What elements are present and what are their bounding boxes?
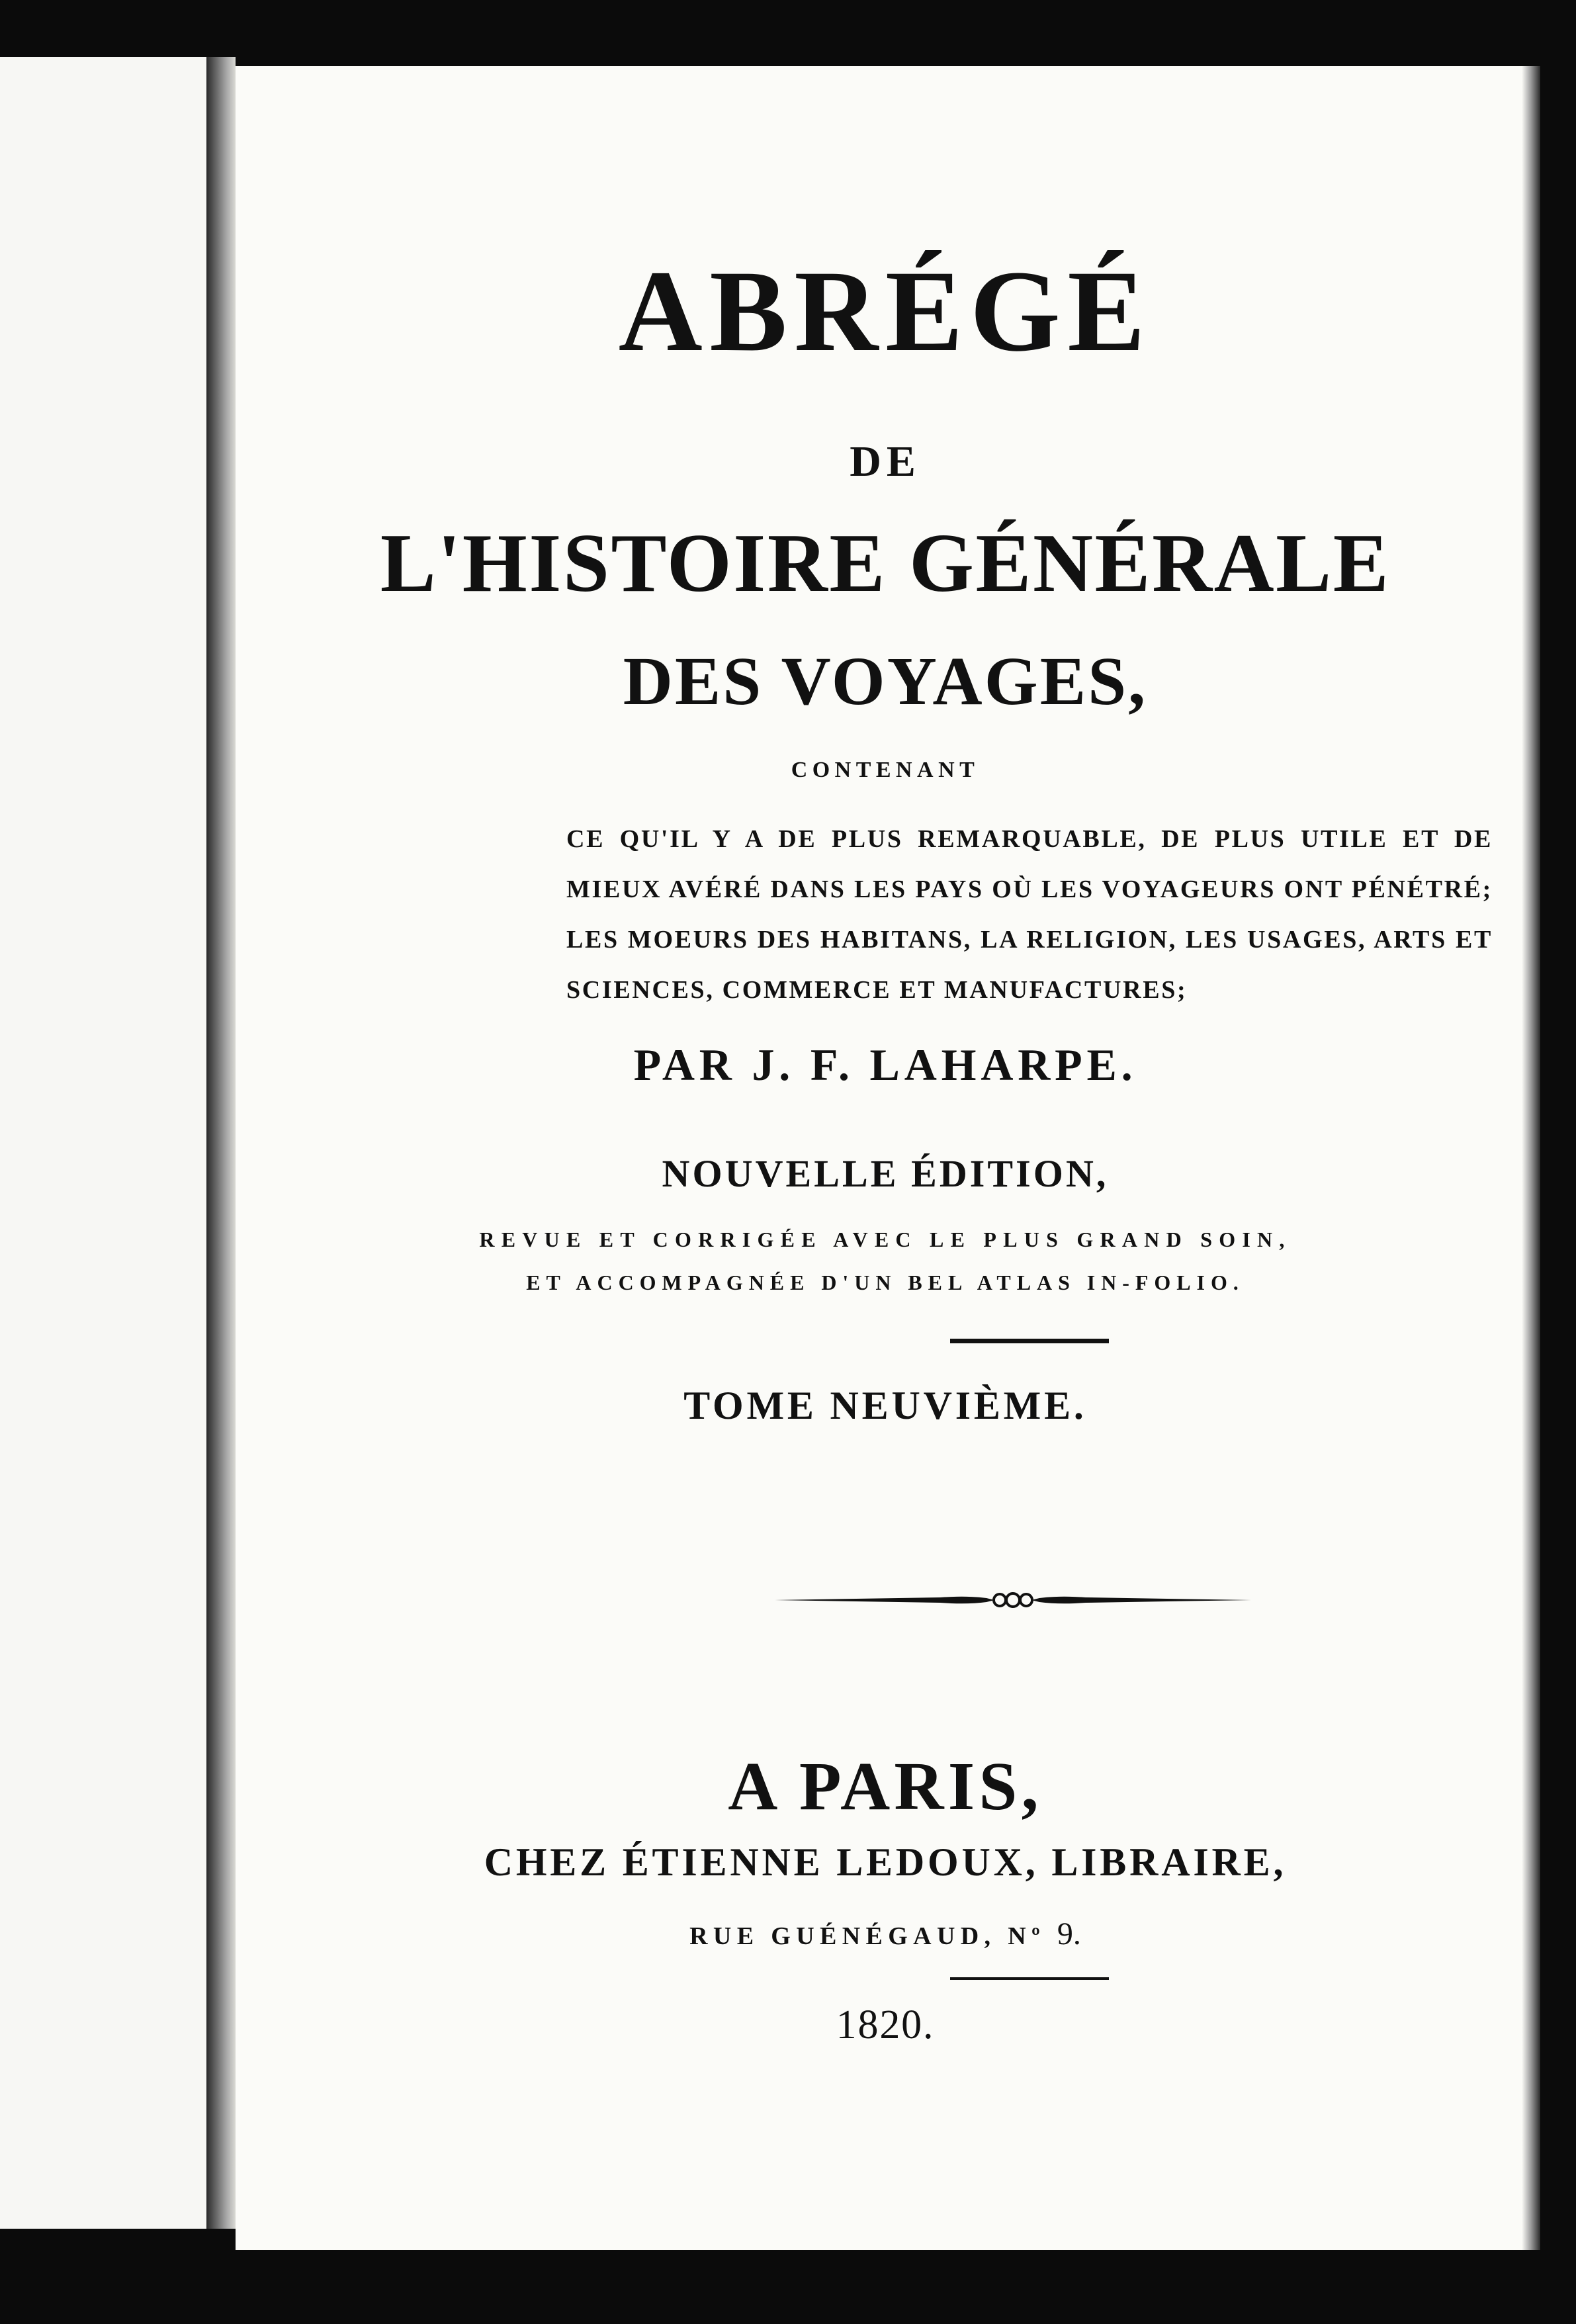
book-gutter: [206, 57, 236, 2229]
imprint-publisher: CHEZ ÉTIENNE LEDOUX, LIBRAIRE,: [484, 1840, 1287, 1884]
edition-line: NOUVELLE ÉDITION,: [662, 1152, 1109, 1195]
left-page-edge: [0, 57, 206, 2229]
title-line-3: DES VOYAGES,: [623, 643, 1148, 719]
short-rule: [950, 1339, 1109, 1343]
book-title: ABRÉGÉ: [618, 247, 1153, 376]
author-line: PAR J. F. LAHARPE.: [633, 1040, 1137, 1090]
volume-line: TOME NEUVIÈME.: [683, 1384, 1087, 1427]
imprint-street-number: 9.: [1057, 1916, 1081, 1951]
thin-rule: [950, 1977, 1109, 1980]
title-page: [236, 66, 1535, 2250]
contenant-label: CONTENANT: [791, 758, 980, 782]
imprint-city: A PARIS,: [728, 1748, 1043, 1824]
publication-year: 1820.: [836, 2002, 935, 2047]
revision-line-1: REVUE ET CORRIGÉE AVEC LE PLUS GRAND SOIN,: [479, 1228, 1291, 1251]
contents-description: CE QU'IL Y A DE PLUS REMARQUABLE, DE PLUS UTILE ET DE MIEUX AVÉRÉ DANS LES PAYS OÙ LES VOYAGEURS ONT PÉNÉTRÉ; LES MOEURS DES HABITANS, LA RELIGION, LES USAGES, ARTS ET SCIENCES, COMMERCE ET MANUFACTURES;: [566, 825, 1493, 1004]
title-connector: DE: [850, 437, 921, 486]
right-page-edge: [1522, 66, 1540, 2250]
imprint-address: [236, 1916, 1535, 1952]
title-line-2: L'HISTOIRE GÉNÉRALE: [380, 517, 1391, 609]
imprint-street: RUE GUÉNÉGAUD, Nº: [689, 1922, 1045, 1950]
ornamental-rule: [775, 1587, 1251, 1613]
revision-line-2: ET ACCOMPAGNÉE D'UN BEL ATLAS IN-FOLIO.: [526, 1271, 1245, 1294]
